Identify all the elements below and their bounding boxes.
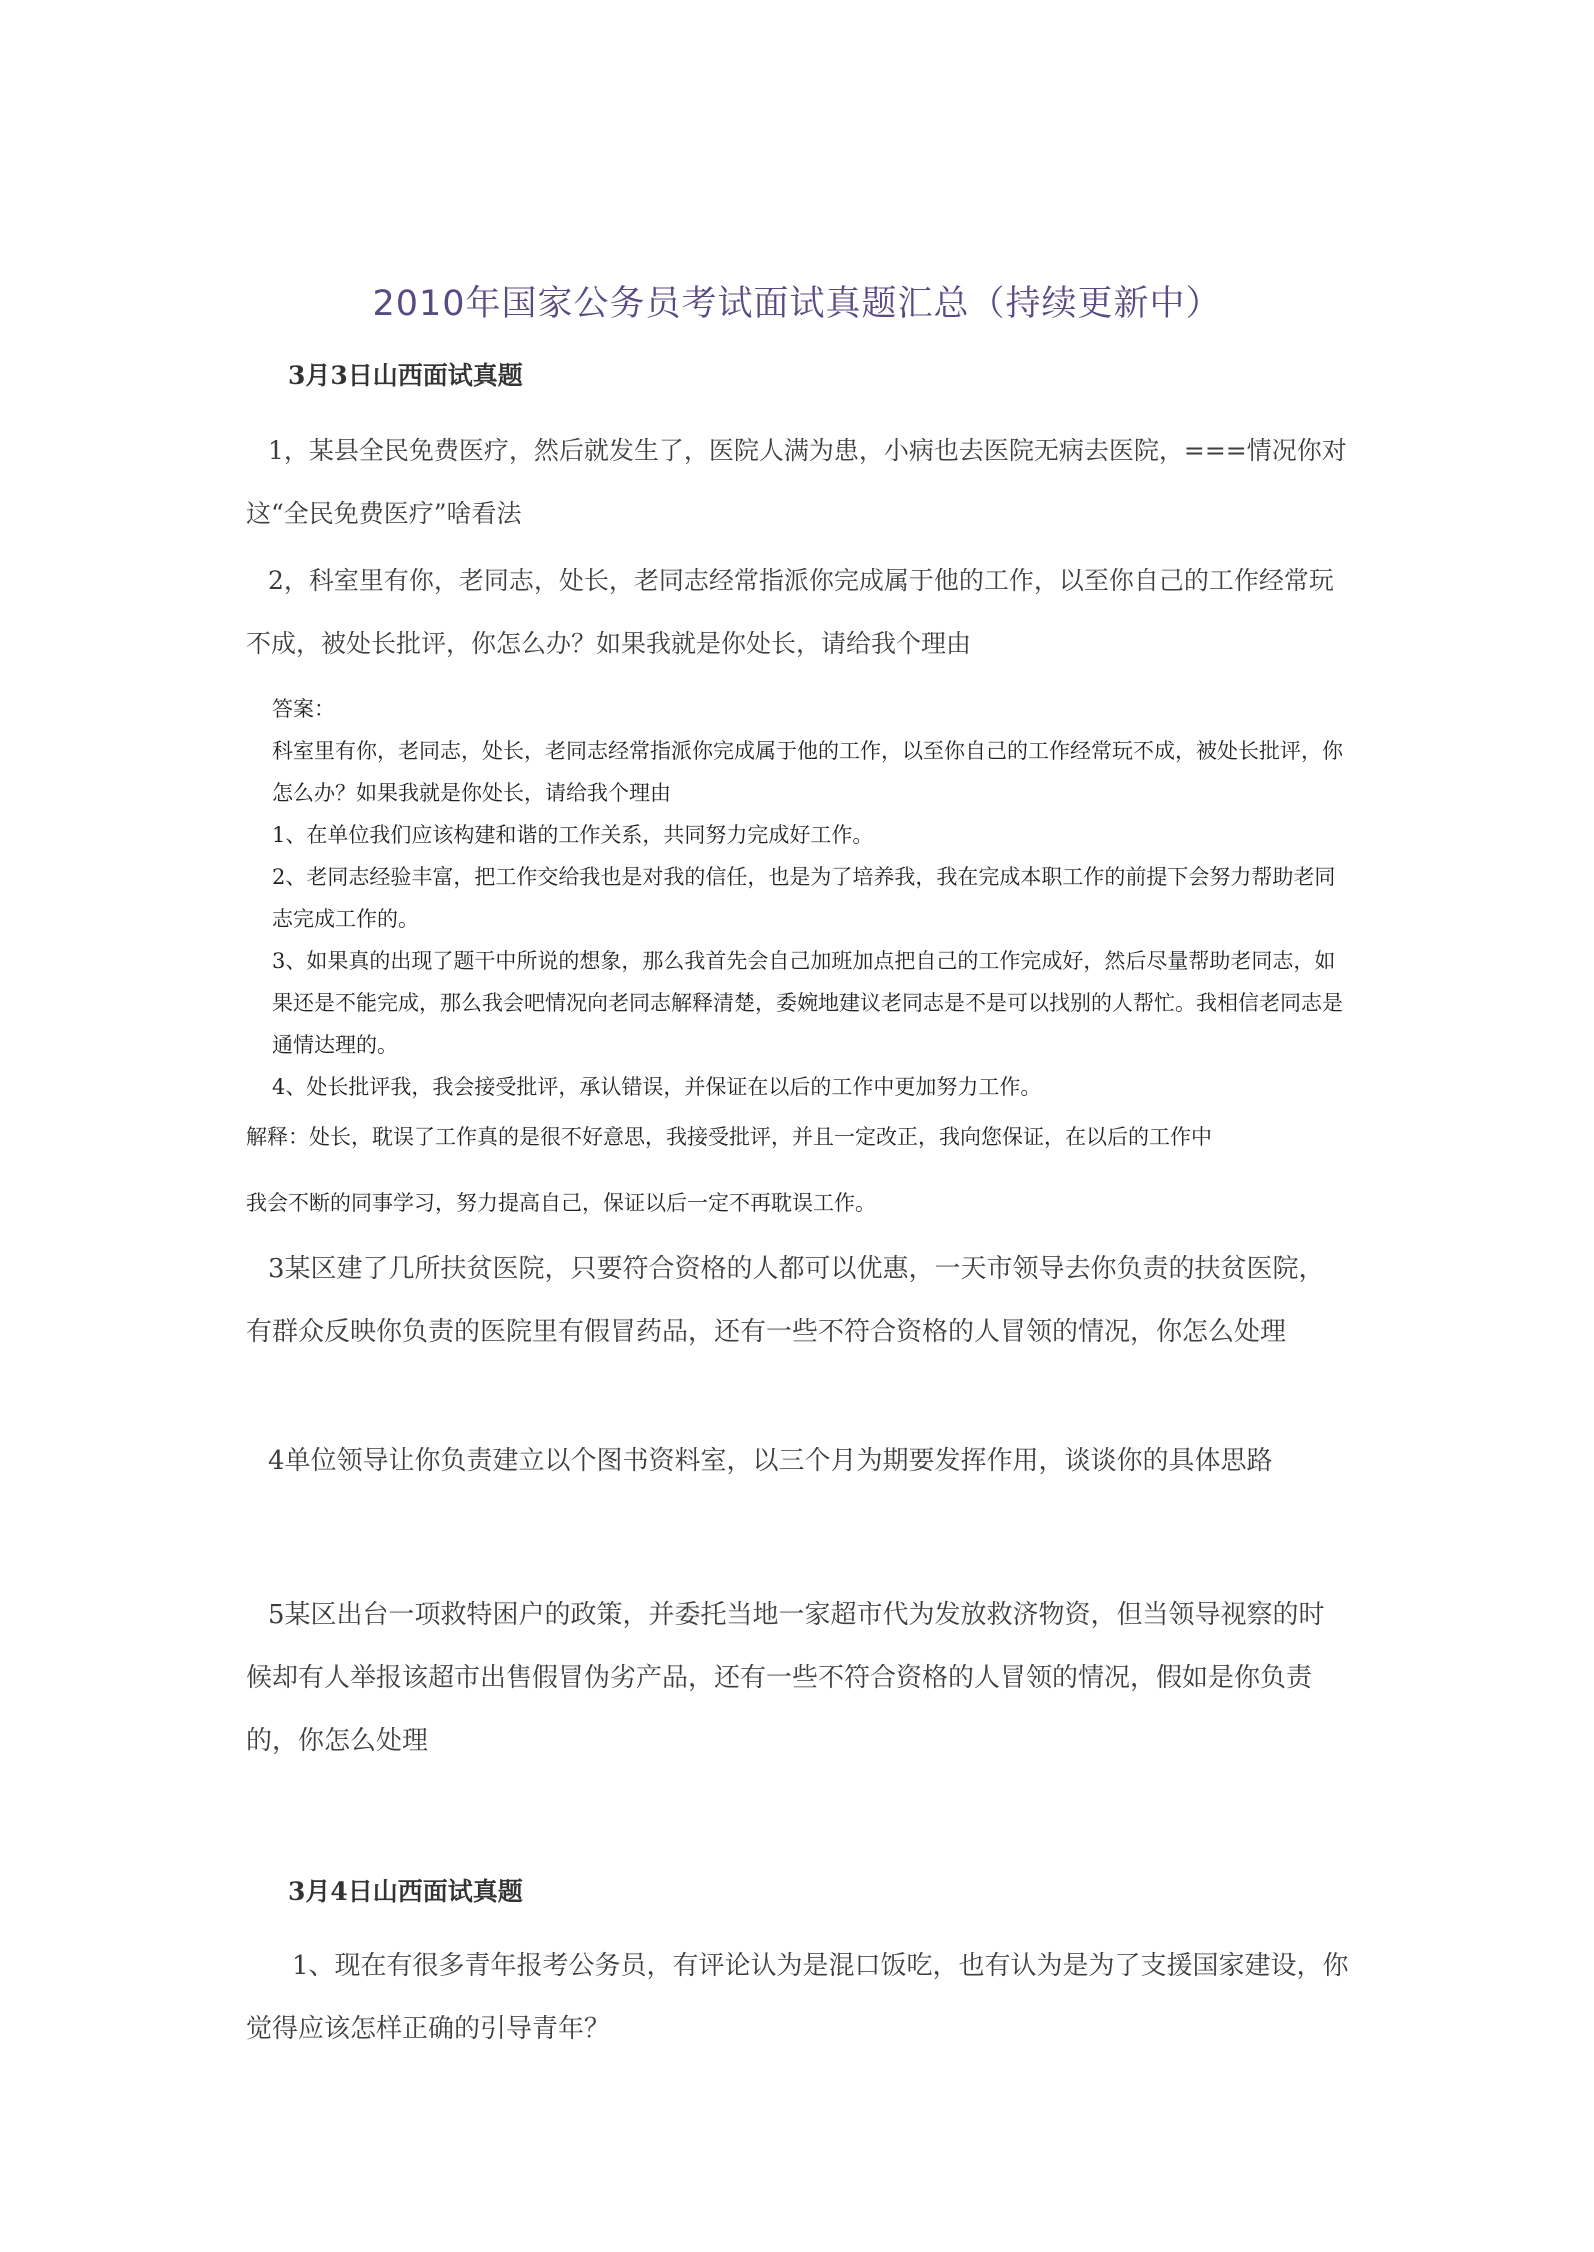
answer-point-2: 2、老同志经验丰富，把工作交给我也是对我的信任，也是为了培养我，我在完成本职工作的前提下会努力帮助老同志完成工作的。 [272,865,1336,931]
section-heading: 3月3日山西面试真题 [288,361,523,390]
question-1: 1，某县全民免费医疗，然后就发生了，医院人满为患，小病也去医院无病去医院，===情况你对这“全民免费医疗”啥看法 [246,436,1347,528]
answer-label: 答案： [272,697,335,721]
question-4: 4单位领导让你负责建立以个图书资料室，以三个月为期要发挥作用，谈谈你的具体思路 [268,1446,1273,1476]
question-1: 1、现在有很多青年报考公务员，有评论认为是混口饭吃，也有认为是为了支援国家建设，你觉得应该怎样正确的引导青年？ [246,1951,1349,2044]
question-5: 5某区出台一项救特困户的政策，并委托当地一家超市代为发放救济物资，但当领导视察的时候却有人举报该超市出售假冒伪劣产品，还有一些不符合资格的人冒领的情况，假如是你负责的，你怎么处理 [246,1600,1325,1756]
answer-restate: 科室里有你，老同志，处长，老同志经常指派你完成属于他的工作，以至你自己的工作经常玩不成，被处长批评，你怎么办？如果我就是你处长，请给我个理由 [272,739,1343,805]
section-heading: 3月4日山西面试真题 [288,1877,523,1906]
question-3: 3某区建了几所扶贫医院，只要符合资格的人都可以优惠，一天市领导去你负责的扶贫医院，有群众反映你负责的医院里有假冒药品，还有一些不符合资格的人冒领的情况，你怎么处理 [246,1254,1325,1347]
document-title: 2010年国家公务员考试面试真题汇总（持续更新中） [372,284,1222,324]
answer-point-3: 3、如果真的出现了题干中所说的想象，那么我首先会自己加班加点把自己的工作完成好，然后尽量帮助老同志，如果还是不能完成，那么我会吧情况向老同志解释清楚，委婉地建议老同志是不是可以找别的人帮忙。我相信老同志是通情达理的。 [272,949,1343,1057]
explanation-line-2: 我会不断的同事学习，努力提高自己，保证以后一定不再耽误工作。 [246,1191,876,1215]
answer-point-4: 4、处长批评我，我会接受批评，承认错误，并保证在以后的工作中更加努力工作。 [272,1075,1042,1099]
answer-block [272,688,1352,1108]
explanation-line-1: 解释：处长，耽误了工作真的是很不好意思，我接受批评，并且一定改正，我向您保证，在以后的工作中 [246,1125,1212,1149]
answer-point-1: 1、在单位我们应该构建和谐的工作关系，共同努力完成好工作。 [272,823,874,847]
question-2: 2，科室里有你，老同志，处长，老同志经常指派你完成属于他的工作，以至你自己的工作经常玩不成，被处长批评，你怎么办？如果我就是你处长，请给我个理由 [246,566,1334,658]
